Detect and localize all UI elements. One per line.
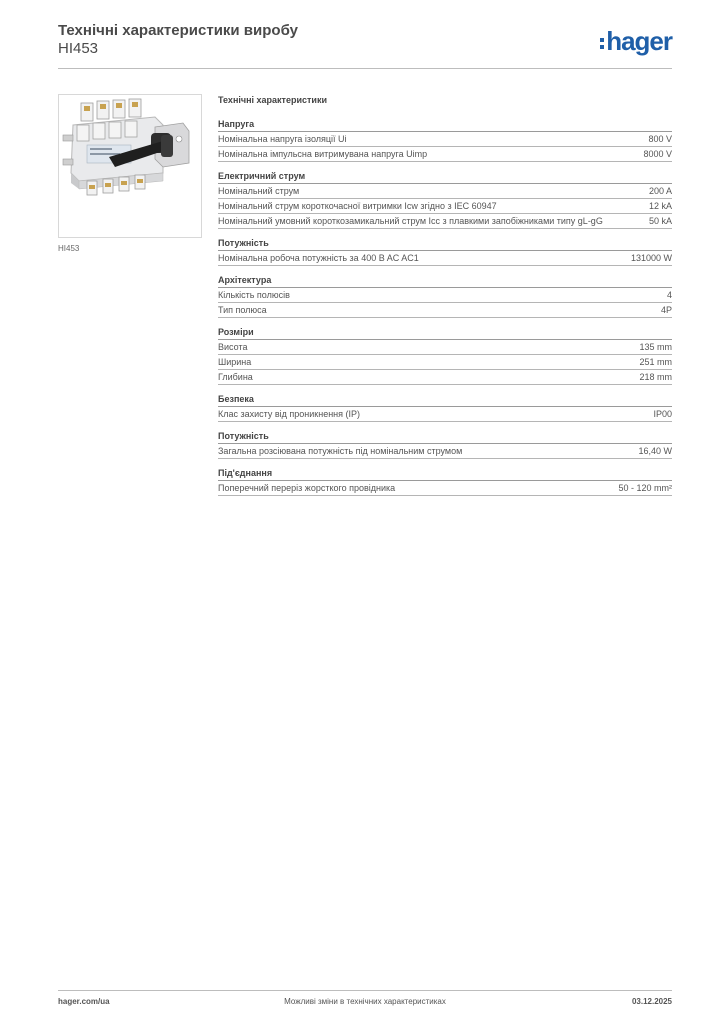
spec-label: Номінальний струм [218, 186, 300, 196]
spec-row [218, 251, 672, 266]
spec-row [218, 303, 672, 318]
group-title: Потужність [218, 238, 672, 251]
spec-row [218, 444, 672, 459]
product-caption: HI453 [58, 244, 80, 253]
spec-value: 12 kA [648, 201, 672, 211]
spec-label: Глибина [218, 372, 253, 382]
product-code: HI453 [58, 40, 99, 57]
spec-label: Номінальна імпульсна витримувана напруга Uimp [218, 149, 428, 159]
page-header [58, 22, 672, 68]
spec-label: Ширина [218, 357, 252, 367]
logo-text: hager [606, 26, 672, 56]
spec-value: 800 V [648, 134, 672, 144]
spec-value: 50 - 120 mm² [618, 483, 672, 493]
logo-dots-icon [600, 38, 604, 49]
spec-group-power-dissipation [218, 431, 672, 459]
spec-label: Клас захисту від проникнення (IP) [218, 409, 361, 419]
footer-divider [58, 990, 672, 991]
hager-logo [600, 26, 672, 54]
spec-label: Номінальна робоча потужність за 400 B AC AC1 [218, 253, 419, 263]
spec-group-power [218, 238, 672, 266]
spec-value: 251 mm [639, 357, 672, 367]
spec-group-current [218, 171, 672, 229]
specifications-section [218, 95, 672, 505]
group-title: Безпека [218, 394, 672, 407]
footer-notice: Можливі зміни в технічних характеристиках [284, 997, 446, 1006]
spec-value: 50 kA [648, 216, 672, 226]
spec-row [218, 340, 672, 355]
spec-label: Тип полюса [218, 305, 267, 315]
spec-group-connection [218, 468, 672, 496]
group-title: Розміри [218, 327, 672, 340]
spec-label: Номінальний струм короткочасної витримки Icw згідно з IEC 60947 [218, 201, 497, 211]
header-divider [58, 68, 672, 69]
spec-label: Номінальний умовний короткозамикальний струм Icc з плавкими запобіжниками типу gL-gG [218, 216, 603, 226]
spec-row [218, 355, 672, 370]
spec-row [218, 481, 672, 496]
group-title: Під'єднання [218, 468, 672, 481]
spec-row [218, 147, 672, 162]
spec-value: 131000 W [630, 253, 672, 263]
spec-value: 16,40 W [638, 446, 672, 456]
group-title: Напруга [218, 119, 672, 132]
spec-label: Загальна розсіювана потужність під номінальним струмом [218, 446, 463, 456]
spec-value: 200 A [648, 186, 672, 196]
spec-value: 4 [666, 290, 672, 300]
spec-value: 135 mm [639, 342, 672, 352]
spec-value: 4P [660, 305, 672, 315]
footer-date: 03.12.2025 [631, 997, 672, 1006]
group-title: Архітектура [218, 275, 672, 288]
spec-row [218, 407, 672, 422]
spec-row [218, 132, 672, 147]
specifications-heading: Технічні характеристики [218, 95, 327, 105]
spec-value: 218 mm [639, 372, 672, 382]
document-title: Технічні характеристики виробу [58, 22, 298, 39]
website-link[interactable]: hager.com/ua [58, 997, 110, 1006]
product-image [58, 94, 202, 238]
switch-disconnector-illustration [59, 95, 201, 237]
spec-group-voltage [218, 119, 672, 162]
spec-row [218, 370, 672, 385]
spec-group-dimensions [218, 327, 672, 385]
spec-label: Номінальна напруга ізоляції Ui [218, 134, 347, 144]
spec-group-safety [218, 394, 672, 422]
spec-label: Поперечний переріз жорсткого провідника [218, 483, 396, 493]
spec-label: Висота [218, 342, 248, 352]
spec-row [218, 184, 672, 199]
spec-row [218, 288, 672, 303]
spec-row [218, 199, 672, 214]
spec-row [218, 214, 672, 229]
group-title: Електричний струм [218, 171, 672, 184]
spec-group-architecture [218, 275, 672, 318]
spec-label: Кількість полюсів [218, 290, 290, 300]
group-title: Потужність [218, 431, 672, 444]
spec-value: IP00 [653, 409, 672, 419]
spec-value: 8000 V [643, 149, 672, 159]
